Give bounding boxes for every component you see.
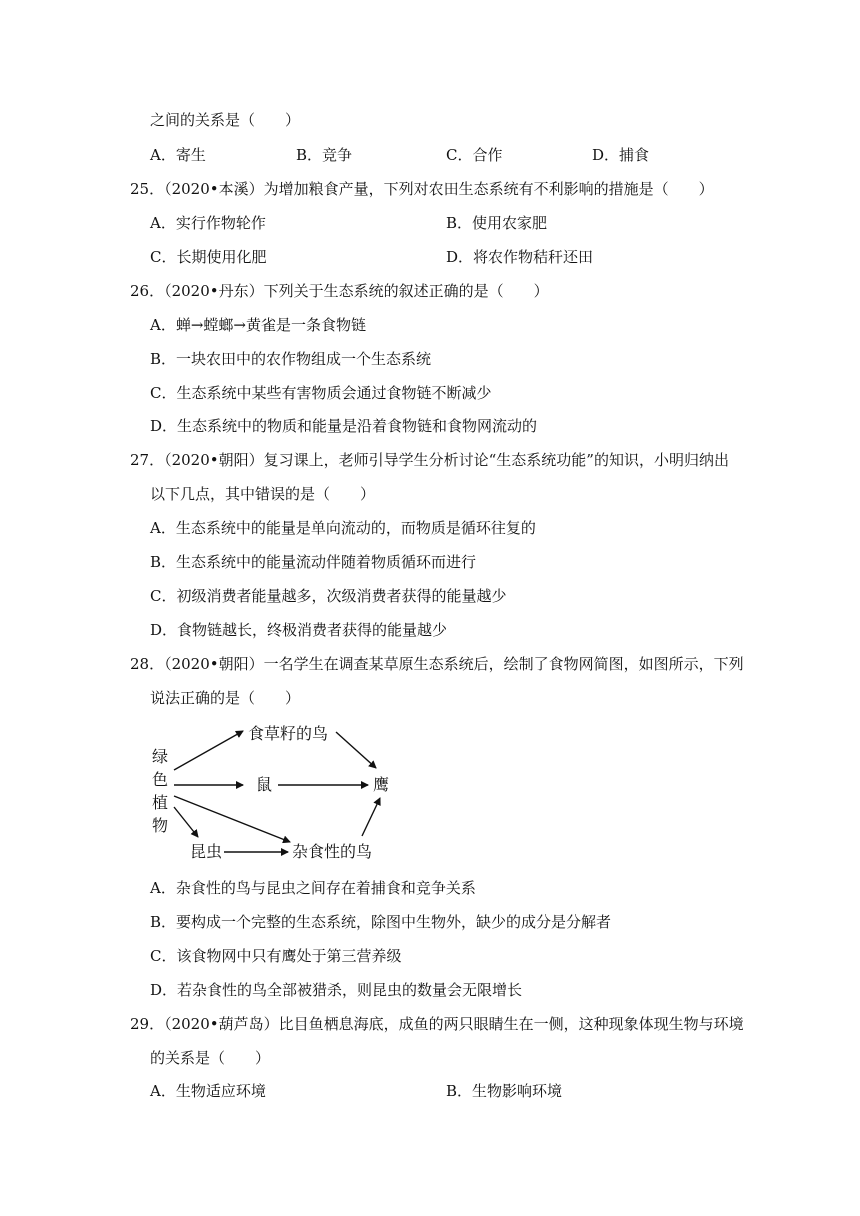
q29-option-b: B．生物影响环境: [446, 1082, 563, 1100]
arrow-omnivorous-bird-to-eagle: [362, 798, 380, 836]
q24-option-a: A．寄生: [150, 146, 206, 164]
q25-stem: 25．（2020•本溪）为增加粮食产量，下列对农田生态系统有不利影响的措施是（ ）: [130, 180, 714, 198]
q27-option-a: A．生态系统中的能量是单向流动的，而物质是循环往复的: [150, 519, 536, 537]
food-web-diagram: [140, 712, 400, 868]
node-eagle: 鹰: [373, 775, 390, 794]
q24-stem-continuation: 之间的关系是（ ）: [150, 111, 301, 129]
q26-option-b: B．一块农田中的农作物组成一个生态系统: [150, 350, 432, 368]
q27-stem-continuation: 以下几点，其中错误的是（ ）: [150, 485, 376, 503]
arrow-seed-bird-to-eagle: [336, 732, 376, 768]
q29-stem: 29．（2020•葫芦岛）比目鱼栖息海底，成鱼的两只眼睛生在一侧，这种现象体现生物与环境: [130, 1015, 744, 1033]
q26-option-a: A．蝉→螳螂→黄雀是一条食物链: [150, 316, 366, 334]
node-insect: 昆虫: [190, 842, 223, 861]
node-omnivorous-bird: 杂食性的鸟: [292, 842, 373, 861]
node-green-plant-char-3: 植: [152, 793, 169, 812]
q28-stem: 28．（2020•朝阳）一名学生在调查某草原生态系统后，绘制了食物网简图，如图所示，下列: [130, 655, 744, 673]
q27-option-b: B．生态系统中的能量流动伴随着物质循环而进行: [150, 553, 477, 571]
node-seed-eating-bird: 食草籽的鸟: [248, 724, 329, 743]
node-green-plant-char-4: 物: [152, 816, 169, 835]
q25-option-c: C．长期使用化肥: [150, 248, 267, 266]
q25-option-a: A．实行作物轮作: [150, 214, 266, 232]
q28-stem-continuation: 说法正确的是（ ）: [150, 689, 301, 707]
q29-option-a: A．生物适应环境: [150, 1082, 266, 1100]
q24-option-c: C．合作: [446, 146, 503, 164]
q24-option-b: B．竞争: [296, 146, 353, 164]
node-green-plant-char-2: 色: [152, 770, 169, 789]
q29-stem-continuation: 的关系是（ ）: [150, 1049, 271, 1067]
q28-option-d: D．若杂食性的鸟全部被猎杀，则昆虫的数量会无限增长: [150, 981, 523, 999]
q25-option-b: B．使用农家肥: [446, 214, 548, 232]
arrow-plant-to-seed-bird: [174, 731, 243, 770]
q28-option-a: A．杂食性的鸟与昆虫之间存在着捕食和竞争关系: [150, 879, 476, 897]
q26-stem: 26．（2020•丹东）下列关于生态系统的叙述正确的是（ ）: [130, 282, 549, 300]
q27-stem: 27．（2020•朝阳）复习课上，老师引导学生分析讨论“生态系统功能”的知识，小明归纳出: [130, 451, 729, 469]
q26-option-c: C．生态系统中某些有害物质会通过食物链不断减少: [150, 384, 492, 402]
q27-option-d: D．食物链越长，终极消费者获得的能量越少: [150, 621, 448, 639]
q28-option-b: B．要构成一个完整的生态系统，除图中生物外，缺少的成分是分解者: [150, 913, 612, 931]
q27-option-c: C．初级消费者能量越多，次级消费者获得的能量越少: [150, 587, 507, 605]
arrow-plant-to-insect: [174, 807, 198, 837]
node-green-plant-char-1: 绿: [152, 747, 169, 766]
q28-option-c: C．该食物网中只有鹰处于第三营养级: [150, 947, 402, 965]
q26-option-d: D．生态系统中的物质和能量是沿着食物链和食物网流动的: [150, 417, 538, 435]
q25-option-d: D．将农作物秸秆还田: [446, 248, 594, 266]
q24-option-d: D．捕食: [592, 146, 650, 164]
node-mouse: 鼠: [256, 775, 273, 794]
arrow-plant-to-omnivorous-bird: [174, 796, 290, 842]
